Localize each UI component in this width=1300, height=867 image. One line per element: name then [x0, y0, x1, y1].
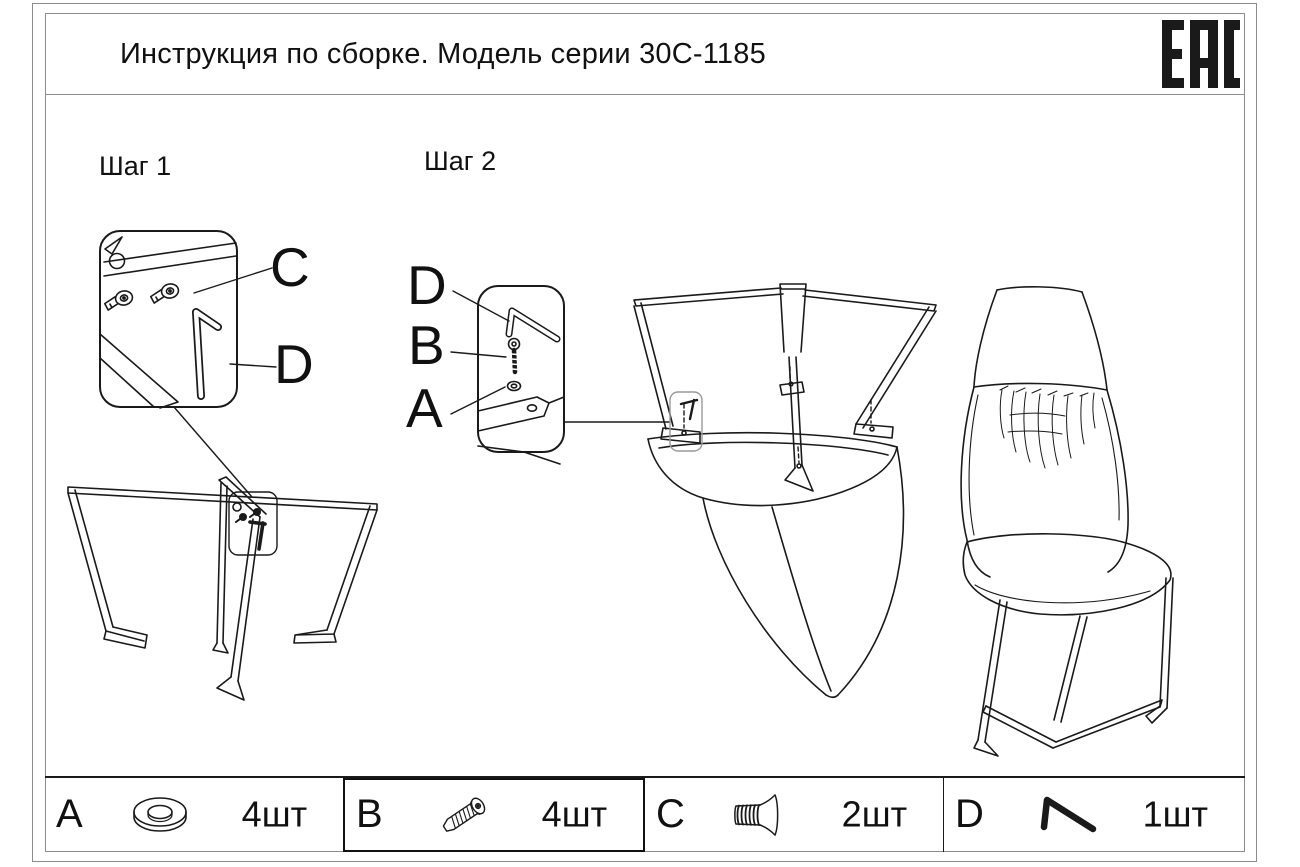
part-cell-a: [45, 778, 343, 852]
callout-letter-d2: D: [407, 254, 447, 316]
part-qty: 2шт: [841, 793, 908, 835]
step1-frame-drawing: [68, 477, 377, 700]
washer-icon: [131, 794, 189, 836]
part-qty: 4шт: [241, 793, 308, 835]
title-bar: [45, 13, 1245, 95]
eac-mark: [1161, 20, 1241, 88]
hex-key-icon: [1031, 793, 1101, 837]
page-title: Инструкция по сборке. Модель серии 30С-1185: [120, 38, 766, 70]
screw-icon: [431, 787, 501, 843]
part-cell-b: [343, 778, 645, 852]
step1-detail-drawing: [100, 231, 276, 497]
part-qty: 4шт: [541, 793, 608, 835]
countersunk-bolt-icon: [731, 792, 793, 838]
step2-detail-drawing: [451, 286, 670, 464]
callout-letter-d: D: [274, 333, 314, 395]
part-qty: 1шт: [1142, 793, 1209, 835]
part-letter: D: [955, 792, 984, 837]
step-1-label: Шаг 1: [99, 151, 172, 181]
instruction-drawings: [45, 95, 1245, 776]
part-letter: B: [356, 792, 383, 837]
part-cell-c: [645, 778, 943, 852]
callout-letter-a2: A: [406, 377, 443, 439]
step2-chair-drawing: [634, 284, 936, 697]
parts-table: [45, 776, 1245, 852]
part-letter: A: [56, 792, 83, 837]
part-letter: C: [656, 792, 685, 837]
part-cell-d: [943, 778, 1245, 852]
callout-letter-b2: B: [408, 314, 445, 376]
callout-letter-c: C: [270, 236, 310, 298]
assembled-chair-drawing: [961, 287, 1173, 756]
step-2-label: Шаг 2: [424, 146, 497, 176]
